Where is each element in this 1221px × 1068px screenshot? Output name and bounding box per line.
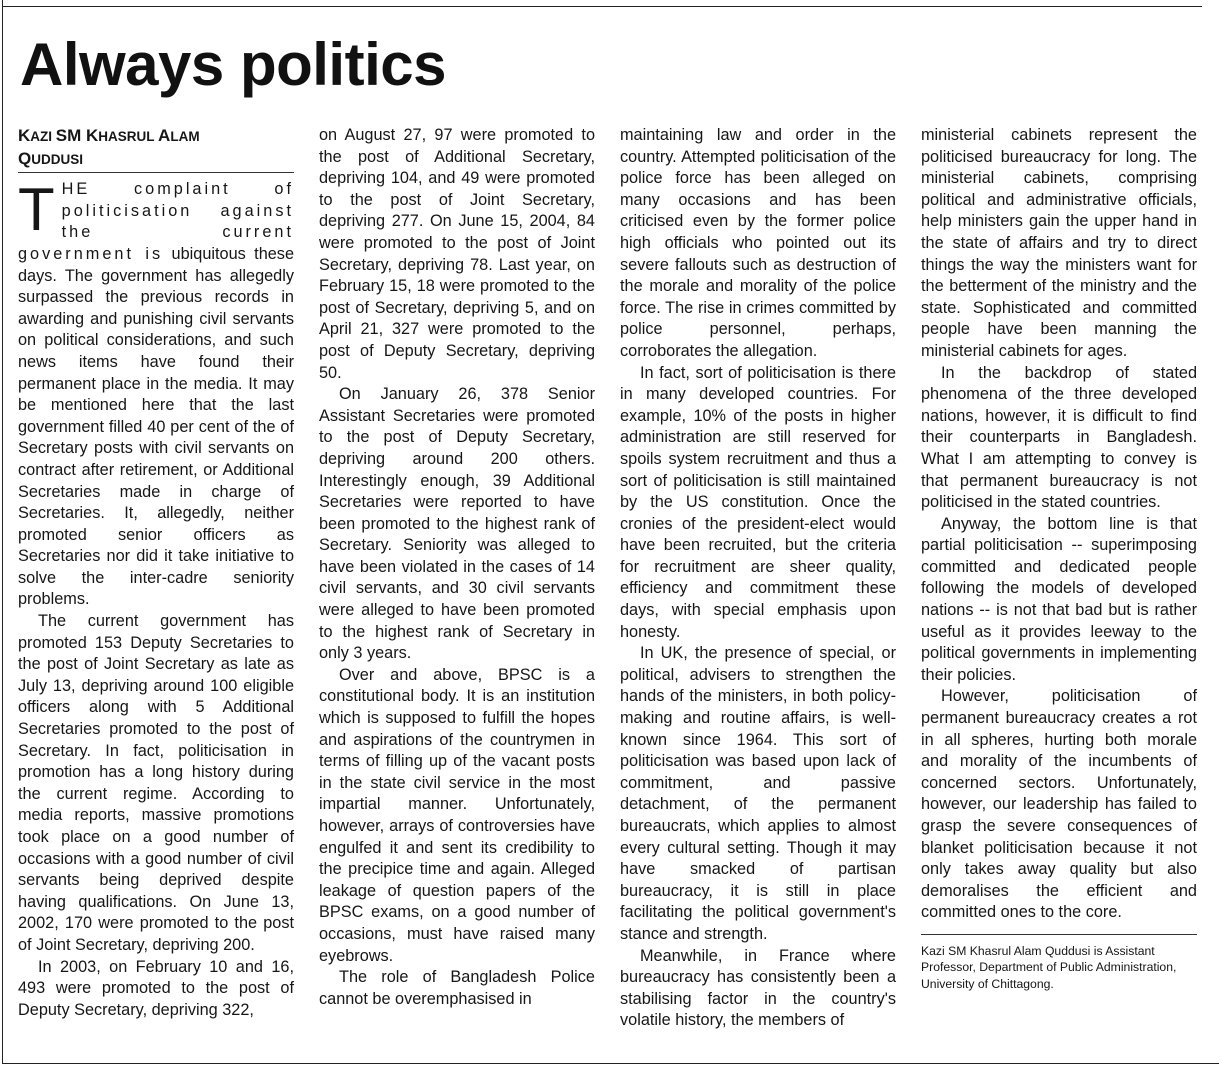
byline-part: SM K (55, 126, 99, 145)
article-paragraph: ministerial cabinets represent the politicised bureaucracy for long. The ministerial cabinets, comprising political and administrative officials, help ministers gain the upper hand in the state of affairs and try to direct things the way the ministers want for the betterment of the ministry and the state. Sophisticated and committed people have been manning the ministerial cabinets for ages. (921, 126, 1197, 360)
article-paragraph: Meanwhile, in France where bureaucracy has consistently been a stabilising factor in the country's volatile history, the members of (620, 946, 896, 1030)
frame-bottom-rule (2, 1063, 1219, 1064)
article-paragraph: maintaining law and order in the country. Attempted politicisation of the police force has been alleged on many occasions and has been criticised even by the former police high officials who pointed out its severe fallouts such as destruction of the morale and morality of the police force. The rise in crimes committed by police personnel, perhaps, corroborates the allegation. (620, 126, 896, 360)
lead-text: HE complaint of politicisation against the current government is (18, 180, 294, 263)
article-paragraph: In UK, the presence of special, or political, advisers to strengthen the hands of the ministers, in both policy-making and routine affairs, is well-known since 1964. This sort of politicisation was based upon lack of commitment, and passive detachment, of the permanent bureaucrats, which applies to almost every cultural setting. Though it may have smacked of partisan bureaucracy, it is still in place facilitating the political government's stance and strength. (620, 644, 896, 943)
article-paragraph: on August 27, 97 were promoted to the post of Additional Secretary, depriving 104, and 49 were promoted to the post of Joint Secretary, depriving 277. On June 15, 2004, 84 were promoted to the post of Joint Secretary, depriving 78. Last year, on February 15, 18 were promoted to the post of Secretary, depriving 5, and on April 21, 327 were promoted to the post of Deputy Secretary, depriving 50. (319, 126, 595, 382)
column-4 (921, 125, 1197, 992)
article-paragraph: Over and above, BPSC is a constitutional body. It is an institution which is supposed to fulfill the hopes and aspirations of the countrymen in terms of filling up of the vacant posts in the state civil service in the most impartial manner. Unfortunately, however, arrays of controversies have engulfed it and sent its credibility to the precipice time and again. Alleged leakage of question papers of the BPSC exams, on a good number of occasions, must have raised many eyebrows. (319, 665, 595, 965)
byline-part: Q (18, 148, 32, 168)
column-3 (620, 125, 896, 1032)
article-paragraph (18, 176, 294, 611)
column-1 (18, 125, 294, 1021)
byline-part: LAM (170, 129, 200, 144)
headline: Always politics (20, 31, 446, 98)
byline-part: HASRUL (98, 129, 159, 144)
byline-part: AZI (30, 129, 56, 144)
column-2 (319, 125, 595, 1010)
article-paragraph: In fact, sort of politicisation is there in many developed countries. For example, 10% of the posts in higher administration are still reserved for spoils system recruitment and thus a sort of politicisation is still maintained by the US constitution. Once the cronies of the president-elect would have been recruited, but the criteria for recruitment are sheer quality, efficiency and commitment these days, with special emphasis upon honesty. (620, 363, 896, 641)
frame-top-rule (2, 6, 1202, 7)
article-paragraph: Anyway, the bottom line is that partial politicisation -- superimposing committed and dedicated people following the models of developed nations -- is not that bad but is rather useful as it provides leeway to the political governments in implementing their policies. (921, 514, 1197, 684)
byline-part: UDDUSI (31, 151, 83, 167)
article-paragraph: The role of Bangladesh Police cannot be overemphasised in (319, 968, 595, 1008)
article-paragraph: In 2003, on February 10 and 16, 493 were promoted to the post of Deputy Secretary, depriving 322, (18, 957, 294, 1019)
article-paragraph: The current government has promoted 153 Deputy Secretaries to the post of Joint Secretary as late as July 13, depriving around 100 eligible officers along with 5 Additional Secretaries promoted to the post of Secretary. In fact, politicisation in promotion has a long history during the current regime. According to media reports, massive promotions took place on a good number of occasions with a good number of civil servants being deprived despite having qualifications. On June 13, 2002, 170 were promoted to the post of Joint Secretary, depriving 200. (18, 612, 294, 954)
article-paragraph: On January 26, 378 Senior Assistant Secretaries were promoted to the post of Deputy Secretary, depriving around 200 others. Interestingly enough, 39 Additional Secretaries were reported to have been promoted to the highest rank of Secretary. Seniority was alleged to have been violated in the cases of 14 civil servants, and 30 civil servants were alleged to have been promoted to the highest rank of Secretary in only 3 years. (319, 385, 595, 663)
byline (18, 125, 294, 173)
article-paragraph: In the backdrop of stated phenomena of the three developed nations, however, it is difficult to find their counterparts in Bangladesh. What I am attempting to convey is that permanent bureaucracy is not politicised in the stated countries. (921, 363, 1197, 512)
drop-cap: T (18, 176, 55, 244)
byline-part: K (18, 126, 31, 145)
paragraph-text: ubiquitous these days. The government has allegedly surpassed the previous records in awarding and punishing civil servants on political considerations, and such news items have found their permanent place in the media. It may be mentioned here that the last government filled 40 per cent of the of Secretary posts with civil servants on contract after retirement, or Additional Secretaries made in charge of Secretaries. It, allegedly, neither promoted senior officers as Secretaries nor did it take initiative to solve the inter-cadre seniority problems. (18, 244, 294, 609)
byline-part: A (158, 126, 171, 145)
frame-left-rule (2, 0, 3, 1064)
author-bio-rule (921, 934, 1197, 935)
article-paragraph: However, politicisation of permanent bureaucracy creates a rot in all spheres, hurting both morale and morality of the incumbents of concerned sectors. Unfortunately, however, our leadership has failed to grasp the severe consequences of blanket politicisation because it not only takes away quality but also demoralises the efficient and committed ones to the core. (921, 687, 1197, 922)
author-bio: Kazi SM Khasrul Alam Quddusi is Assistant Professor, Department of Public Administration, University of Chittagong. (921, 943, 1177, 991)
